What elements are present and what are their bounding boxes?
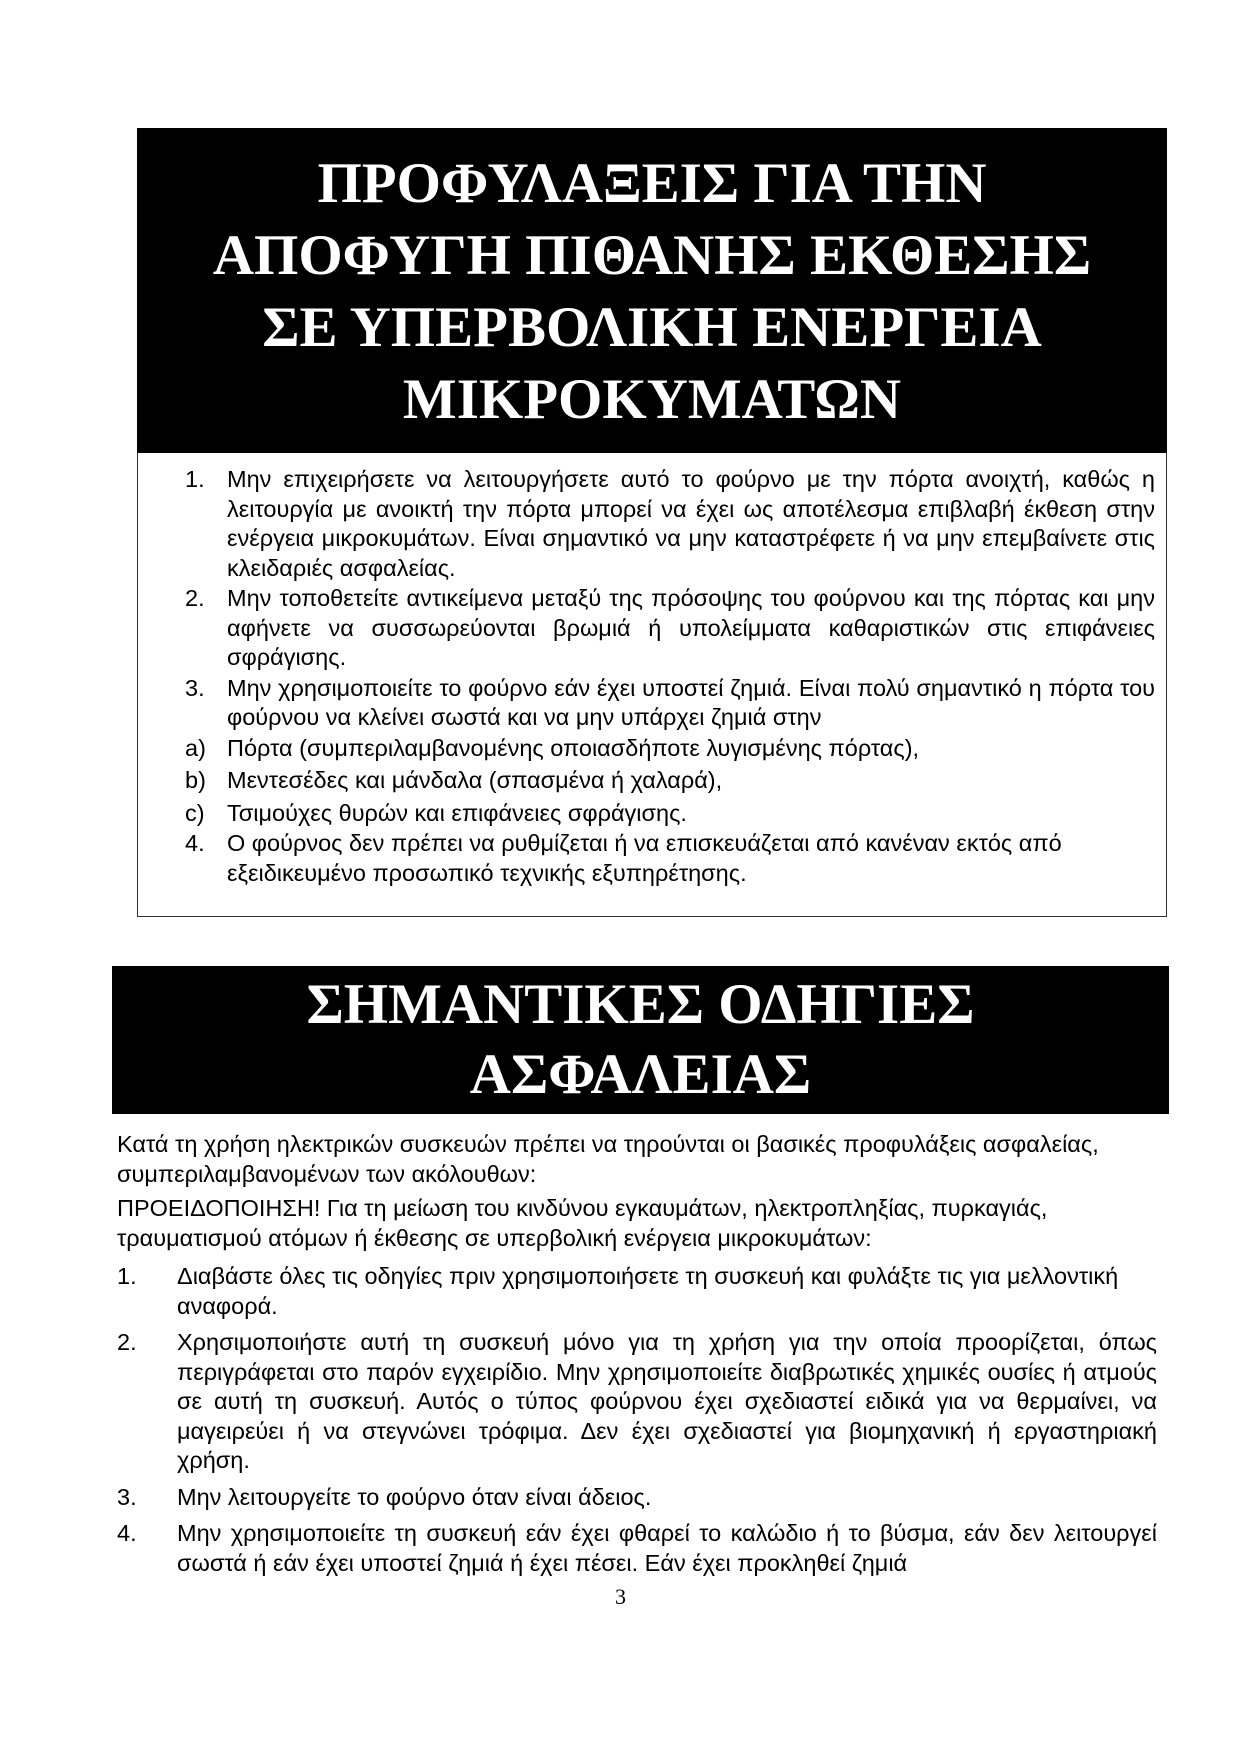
safety-heading (112, 966, 1169, 1114)
heading-line: ΠΡΟΦΥΛΑΞΕΙΣ ΓΙΑ ΤΗΝ (317, 151, 987, 215)
list-item (117, 1483, 1157, 1513)
list-item (185, 465, 1155, 583)
heading-line: ΣΗΜΑΝΤΙΚΕΣ ΟΔΗΓΙΕΣ (306, 973, 975, 1036)
item-text: Μην χρησιμοποιείτε το φούρνο εάν έχει υποστεί ζημιά. Είναι πολύ σημαντικό η πόρτα του φούρνου να κλείνει σωστά και να μην υπάρχει ζημιά στην (227, 674, 1155, 730)
item-text: Πόρτα (συμπεριλαμβανομένης οποιασδήποτε λυγισμένης πόρτας), (227, 734, 920, 761)
list-item (185, 766, 1155, 796)
item-number: 3. (117, 1483, 137, 1510)
page-number: 3 (615, 1584, 626, 1609)
item-text: Μην τοποθετείτε αντικείμενα μεταξύ της πρόσοψης του φούρνου και της πόρτας και μην αφήνετε να συσσωρεύονται βρωμιά ή υπολείμματα καθαριστικών στις επιφάνειες σφράγισης. (227, 585, 1155, 670)
list-item (185, 829, 1155, 888)
heading-line: ΑΠΟΦΥΓΗ ΠΙΘΑΝΗΣ ΕΚΘΕΣΗΣ (212, 223, 1092, 287)
item-number: 2. (117, 1329, 137, 1355)
item-text: Διαβάστε όλες τις οδηγίες πριν χρησιμοποιήσετε τη συσκευή και φυλάξτε τις για μελλοντική αναφορά. (177, 1263, 1119, 1319)
item-number: 1. (185, 466, 205, 492)
list-item (185, 734, 1155, 764)
item-text: Μην χρησιμοποιείτε τη συσκευή εάν έχει φθαρεί το καλώδιο ή το βύσμα, εάν δεν λειτουργεί σωστά ή εάν έχει υποστεί ζημιά ή έχει πέσει. Εάν έχει προκληθεί ζημιά (177, 1520, 1157, 1576)
item-text: Μεντεσέδες και μάνδαλα (σπασμένα ή χαλαρά), (227, 767, 723, 793)
item-text: Χρησιμοποιήστε αυτή τη συσκευή μόνο για τη χρήση για την οποία προορίζεται, όπως περιγράφεται στο παρόν εγχειρίδιο. Μην χρησιμοποιείτε διαβρωτικές χημικές ουσίες ή ατμούς σε αυτή τη συσκευή. Αυτός ο τύπος φούρνου έχει σχεδιαστεί ειδικά για να θερμαίνει, να μαγειρεύει ή να στεγνώνει τρόφιμα. Δεν έχει σχεδιαστεί για βιομηχανική ή εργαστηριακή χρήση. (177, 1329, 1157, 1473)
item-text: Ο φούρνος δεν πρέπει να ρυθμίζεται ή να επισκευάζεται από κανέναν εκτός από εξειδικευμένο προσωπικό τεχνικής εξυπηρέτησης. (227, 830, 1062, 886)
item-text: Τσιμούχες θυρών και επιφάνειες σφράγισης. (227, 799, 687, 826)
warning-paragraph: ΠΡΟΕΙΔΟΠΟΙΗΣΗ! Για τη μείωση του κινδύνου εγκαυμάτων, ηλεκτροπληξίας, πυρκαγιάς, τραυματισμού ατόμων ή έκθεσης σε υπερβολική ενέργεια μικροκυμάτων: (117, 1195, 1048, 1251)
list-item (185, 674, 1155, 733)
precautions-heading (137, 128, 1167, 453)
heading-line: ΣΕ ΥΠΕΡΒΟΛΙΚΗ ΕΝΕΡΓΕΙΑ (262, 295, 1042, 359)
item-letter: a) (185, 734, 206, 761)
list-item (185, 584, 1155, 673)
item-number: 4. (185, 830, 205, 856)
intro-paragraph: Κατά τη χρήση ηλεκτρικών συσκευών πρέπει να τηρούνται οι βασικές προφυλάξεις ασφαλείας, συμπεριλαμβανομένων των ακόλουθων: (117, 1131, 1099, 1187)
item-text: Μην λειτουργείτε το φούρνο όταν είναι άδειος. (177, 1483, 652, 1510)
item-number: 4. (117, 1520, 137, 1546)
item-letter: b) (185, 767, 206, 793)
item-number: 1. (117, 1263, 137, 1289)
list-item (117, 1519, 1157, 1578)
safety-list (117, 1262, 1157, 1585)
list-item (117, 1328, 1157, 1476)
safety-intro (117, 1130, 1169, 1258)
item-number: 3. (185, 674, 205, 701)
heading-line: ΑΣΦΑΛΕΙΑΣ (469, 1043, 812, 1106)
item-number: 2. (185, 585, 205, 611)
precautions-list (185, 465, 1155, 889)
item-text: Μην επιχειρήσετε να λειτουργήσετε αυτό το φούρνο με την πόρτα ανοιχτή, καθώς η λειτουργία με ανοικτή την πόρτα μπορεί να έχει ως αποτέλεσμα επιβλαβή έκθεση στην ενέργεια μικροκυμάτων. Είναι σημαντικό να μην καταστρέφετε ή να μην επεμβαίνετε στις κλειδαριές ασφαλείας. (227, 466, 1155, 581)
list-item (117, 1262, 1157, 1321)
heading-line: ΜΙΚΡΟΚΥΜΑΤΩΝ (402, 367, 902, 431)
list-item (185, 799, 1155, 829)
item-letter: c) (185, 799, 205, 826)
